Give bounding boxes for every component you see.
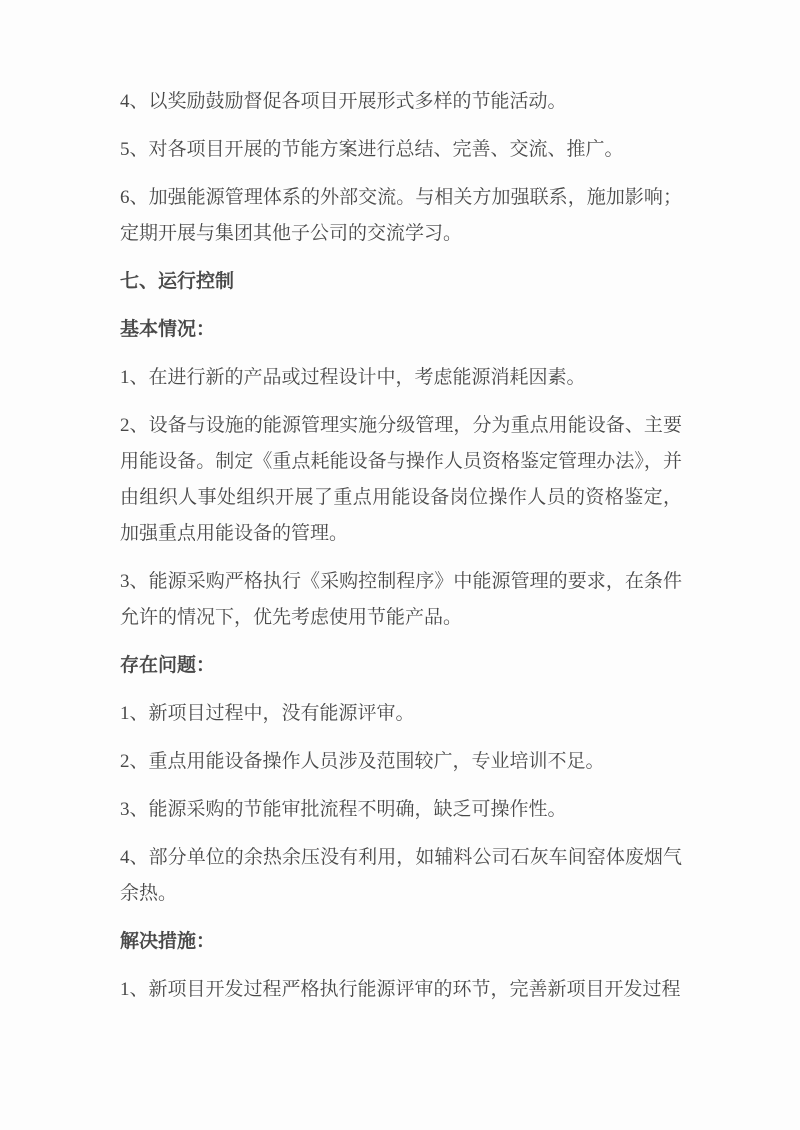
paragraph: 3、能源采购的节能审批流程不明确，缺乏可操作性。	[120, 799, 567, 820]
section-heading: 基本情况：	[120, 319, 216, 340]
section-heading: 解决措施：	[120, 931, 216, 952]
paragraph: 4、部分单位的余热余压没有利用，如辅料公司石灰车间窑体废烟气余热。	[120, 847, 682, 904]
paragraph: 5、对各项目开展的节能方案进行总结、完善、交流、推广。	[120, 139, 624, 160]
section-heading: 存在问题：	[120, 655, 216, 676]
paragraph: 4、以奖励鼓励督促各项目开展形式多样的节能活动。	[120, 91, 567, 112]
paragraph: 6、加强能源管理体系的外部交流。与相关方加强联系，施加影响；定期开展与集团其他子公司的交流学习。	[120, 187, 682, 244]
paragraph: 2、重点用能设备操作人员涉及范围较广，专业培训不足。	[120, 751, 605, 772]
section-heading: 七、运行控制	[120, 271, 235, 292]
paragraph: 1、新项目开发过程严格执行能源评审的环节，完善新项目开发过程	[120, 979, 681, 1000]
paragraph: 2、设备与设施的能源管理实施分级管理，分为重点用能设备、主要用能设备。制定《重点耗能设备与操作人员资格鉴定管理办法》，并由组织人事处组织开展了重点用能设备岗位操作人员的资格鉴定，加强重点用能设备的管理。	[120, 415, 682, 544]
paragraph: 1、在进行新的产品或过程设计中，考虑能源消耗因素。	[120, 367, 586, 388]
paragraph: 1、新项目过程中，没有能源评审。	[120, 703, 415, 724]
paragraph: 3、能源采购严格执行《采购控制程序》中能源管理的要求，在条件允许的情况下，优先考虑使用节能产品。	[120, 571, 682, 628]
